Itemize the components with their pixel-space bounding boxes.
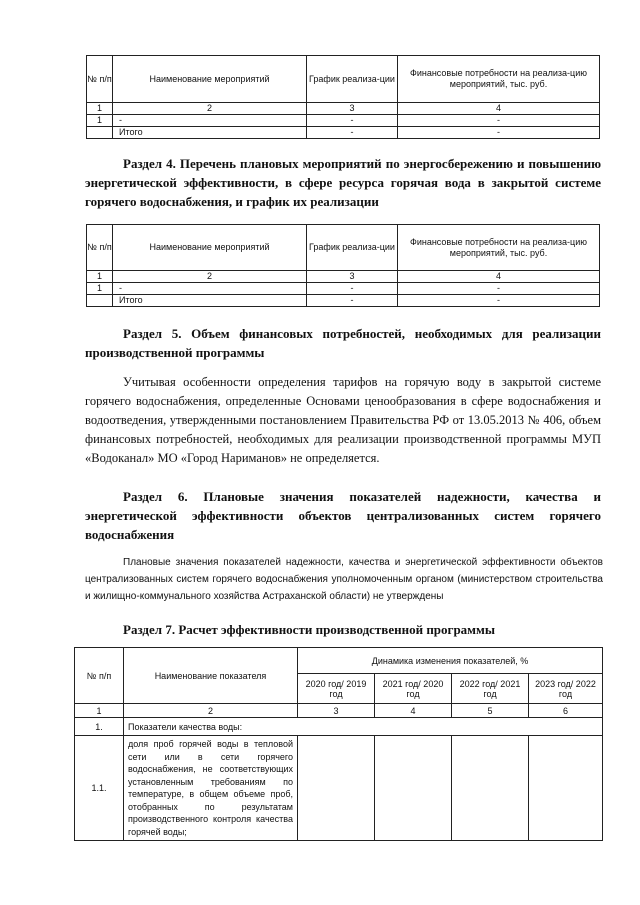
table-number-row (87, 271, 600, 283)
number-cell: 1 (87, 271, 113, 283)
col-schedule-header: График реализа-ции (307, 225, 398, 271)
table-cell: - (398, 295, 600, 307)
table-cell: - (113, 283, 307, 295)
value-cell (529, 736, 603, 841)
table-cell: 1 (87, 283, 113, 295)
year-header: 2023 год/ 2022 год (529, 674, 603, 704)
total-label: Итого (113, 295, 307, 307)
section-4-title (85, 154, 601, 211)
table-header-row (87, 225, 600, 271)
value-cell (298, 736, 375, 841)
table-row (87, 283, 600, 295)
group-label: Показатели качества воды: (124, 718, 603, 736)
section-6-body-text: Плановые значения показателей надежности, качества и энергетической эффективности объектов централизованных систем горячего водоснабжения уполномоченным органом (министерством строительства и жилищно-коммунального хозяйства Астраханской области) не утверждены (85, 557, 603, 602)
number-cell: 4 (375, 704, 452, 718)
total-label: Итого (113, 127, 307, 139)
group-row (75, 718, 603, 736)
number-cell: 3 (307, 271, 398, 283)
table-cell: - (307, 115, 398, 127)
efficiency-table (74, 647, 603, 841)
item-number: 1.1. (75, 736, 124, 841)
number-cell: 1 (75, 704, 124, 718)
table-cell (87, 295, 113, 307)
section-7-title-text: Раздел 7. Расчет эффективности производственной программы (123, 622, 496, 637)
table-row (87, 115, 600, 127)
number-cell: 2 (113, 271, 307, 283)
value-cell (452, 736, 529, 841)
table-number-row (75, 704, 603, 718)
section-5-title-text: Раздел 5. Объем финансовых потребностей, необходимых для реализации производственной программы (85, 326, 601, 360)
table-cell: - (113, 115, 307, 127)
table-cell: - (307, 127, 398, 139)
table-cell: 1 (87, 115, 113, 127)
table-header-row (75, 648, 603, 674)
col-indicator-header: Наименование показателя (124, 648, 298, 704)
table-cell (87, 127, 113, 139)
measures-table-1 (86, 55, 600, 139)
table-number-row (87, 103, 600, 115)
table-cell: - (398, 115, 600, 127)
number-cell: 5 (452, 704, 529, 718)
table-cell: - (398, 283, 600, 295)
table-cell: - (307, 283, 398, 295)
number-cell: 4 (398, 271, 600, 283)
measures-table-2 (86, 224, 600, 307)
value-cell (375, 736, 452, 841)
col-num-header: № п/п (87, 56, 113, 103)
year-header: 2022 год/ 2021 год (452, 674, 529, 704)
col-finance-header: Финансовые потребности на реализа-цию мероприятий, тыс. руб. (398, 56, 600, 103)
table-row (75, 736, 603, 841)
col-schedule-header: График реализа-ции (307, 56, 398, 103)
number-cell: 4 (398, 103, 600, 115)
number-cell: 2 (124, 704, 298, 718)
col-num-header: № п/п (87, 225, 113, 271)
number-cell: 6 (529, 704, 603, 718)
number-cell: 2 (113, 103, 307, 115)
section-5-title (85, 324, 601, 362)
number-cell: 3 (307, 103, 398, 115)
section-5-body (85, 373, 601, 468)
table-total-row (87, 295, 600, 307)
section-6-title-text: Раздел 6. Плановые значения показателей надежности, качества и энергетической эффективности объектов централизованных систем горячего водоснабжения (85, 489, 601, 542)
year-header: 2021 год/ 2020 год (375, 674, 452, 704)
table-cell: - (398, 127, 600, 139)
section-6-title (85, 487, 601, 544)
dynamics-header: Динамика изменения показателей, % (298, 648, 603, 674)
col-name-header: Наименование мероприятий (113, 56, 307, 103)
section-7-title (85, 620, 601, 639)
section-4-title-text: Раздел 4. Перечень плановых мероприятий по энергосбережению и повышению энергетической эффективности, в сфере ресурса горячая вода в закрытой системе горячего водоснабжения, и график их реализации (85, 156, 601, 209)
col-finance-header: Финансовые потребности на реализа-цию мероприятий, тыс. руб. (398, 225, 600, 271)
section-5-body-text: Учитывая особенности определения тарифов на горячую воду в закрытой системе горячего водоснабжения, определенные Основами ценообразования в сфере водоснабжения и водоотведения, утвержденными постановлением Правительства РФ от 13.05.2013 № 406, объем финансовых потребностей, необходимых для реализации производственной программы МУП «Водоканал» МО «Город Нариманов» не определяется. (85, 375, 601, 465)
col-name-header: Наименование мероприятий (113, 225, 307, 271)
item-text: доля проб горячей воды в тепловой сети или в сети горячего водоснабжения, не соответствующих установленным требованиям по температуре, в общем объеме проб, отобранных по результатам производственного контроля качества горячей воды; (124, 736, 298, 841)
col-num-header: № п/п (75, 648, 124, 704)
table-header-row (87, 56, 600, 103)
number-cell: 3 (298, 704, 375, 718)
table-cell: - (307, 295, 398, 307)
year-header: 2020 год/ 2019 год (298, 674, 375, 704)
table-total-row (87, 127, 600, 139)
number-cell: 1 (87, 103, 113, 115)
group-number: 1. (75, 718, 124, 736)
section-6-body (85, 554, 603, 605)
